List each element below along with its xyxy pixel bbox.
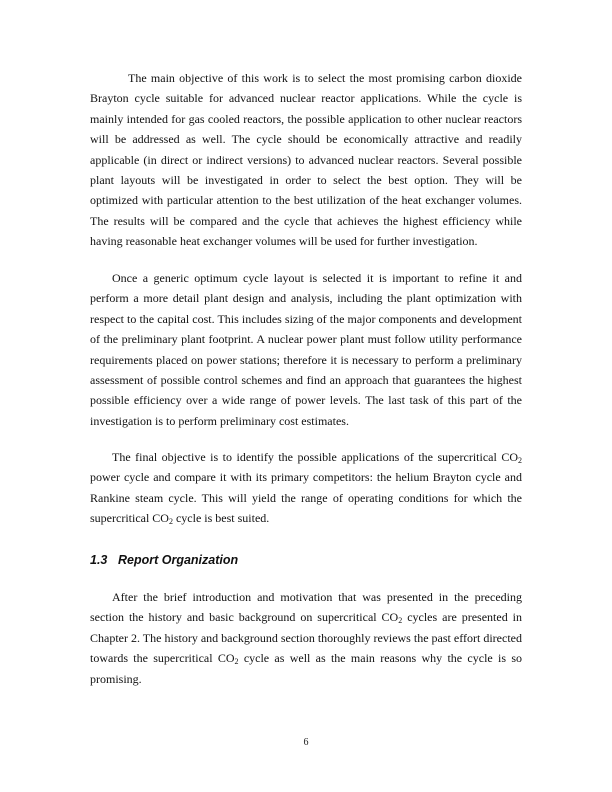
paragraph-refinement: Once a generic optimum cycle layout is selected it is important to refine it and perform a more detail plant design and analysis, including the plant optimization with respect to the capital cost. This includes sizing of the major components and development of the preliminary plant footprint. A nuclear power plant must follow utility performance requirements placed on power stations; therefore it is necessary to perform a preliminary assessment of possible control schemes and find an approach that guarantees the highest possible efficiency over a wide range of power levels. The last task of this part of the investigation is to perform preliminary cost estimates. bbox=[90, 271, 522, 428]
text-run: cycle as well as the main reasons why the cycle is so promising. bbox=[90, 651, 522, 686]
text-run: cycle is best suited. bbox=[172, 511, 270, 526]
paragraph-final-objective bbox=[90, 447, 522, 529]
paragraph-objective: The main objective of this work is to select the most promising carbon dioxide Brayton cycle suitable for advanced nuclear reactor applications. While the cycle is mainly intended for gas cooled reactors, the possible application to other nuclear reactors will be addressed as well. The cycle should be economically attractive and readily applicable (in direct or indirect versions) to advanced nuclear reactors. Several possible plant layouts will be investigated in order to select the best option. They will be optimized with particular attention to the best utilization of the heat exchanger volumes. The results will be compared and the cycle that achieves the highest efficiency while having reasonable heat exchanger volumes will be used for further investigation. bbox=[90, 71, 522, 249]
page-number: 6 bbox=[303, 737, 309, 748]
section-title: Report Organization bbox=[118, 553, 239, 567]
subscript: 2 bbox=[398, 616, 403, 626]
paragraph-organization bbox=[90, 587, 522, 689]
text-run: The final objective is to identify the possible applications of the supercritical CO bbox=[112, 450, 518, 464]
subscript: 2 bbox=[168, 517, 173, 527]
text-run: cycles are presented in Chapter 2. The history and background section thoroughly reviews the past effort directed towards the supercritical CO bbox=[90, 610, 522, 666]
text-run: After the brief introduction and motivation that was presented in the preceding section the history and basic background on supercritical CO bbox=[90, 590, 522, 625]
subscript: 2 bbox=[518, 456, 522, 465]
section-heading bbox=[90, 553, 238, 567]
text-run: power cycle and compare it with its primary competitors: the helium Brayton cycle and Rankine steam cycle. This will yield the range of operating conditions for which the supercritical CO bbox=[90, 470, 522, 526]
subscript: 2 bbox=[234, 657, 239, 667]
section-number: 1.3 bbox=[90, 553, 108, 567]
